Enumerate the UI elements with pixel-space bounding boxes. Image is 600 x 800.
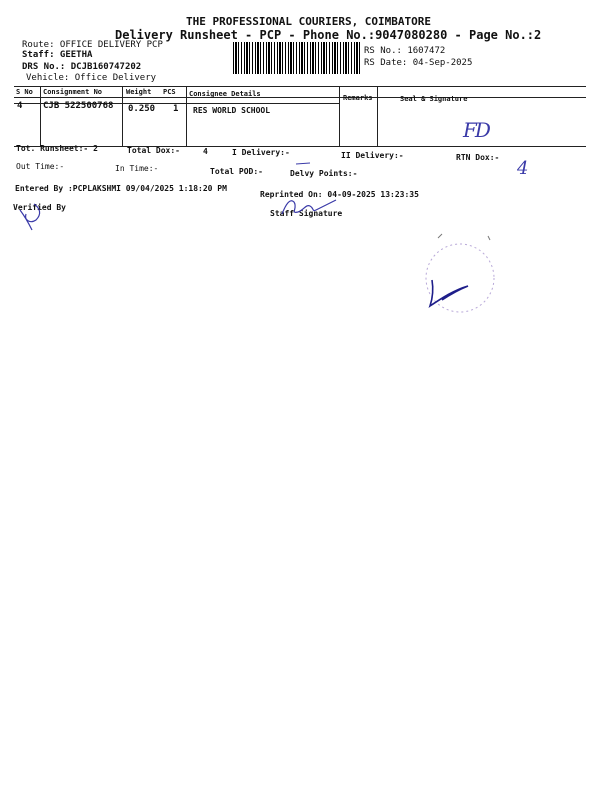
- route-label: Route: OFFICE DELIVERY PCP: [22, 40, 163, 50]
- vehicle-label: Vehicle: Office Delivery: [26, 73, 157, 83]
- row-consignee: RES WORLD SCHOOL: [193, 106, 271, 115]
- staff-label: Staff: GEETHA: [22, 50, 93, 60]
- company-name: THE PROFESSIONAL COURIERS, COIMBATORE: [186, 15, 432, 28]
- delvy-points: Delvy Points:-: [290, 169, 358, 178]
- rs-date: RS Date: 04-Sep-2025: [364, 58, 473, 68]
- staff-signature-mark: [272, 194, 342, 218]
- handwritten-rtn: 4: [517, 158, 529, 179]
- out-time: Out Time:-: [16, 162, 65, 171]
- row-consignment-no: CJB 522500768: [43, 101, 114, 111]
- col-consignee-details: Consignee Details: [189, 90, 261, 98]
- col-weight: Weight: [126, 88, 152, 96]
- total-dox-value: 4: [203, 147, 208, 156]
- row-pcs: 1: [173, 104, 179, 114]
- row-weight: 0.250: [128, 104, 156, 114]
- reprinted-on: Reprinted On: 04-09-2025 13:23:35: [260, 190, 419, 199]
- drs-number: DRS No.: DCJB160747202: [22, 62, 142, 72]
- rs-number: RS No.: 1607472: [364, 46, 446, 56]
- pen-tick-mark: [294, 160, 314, 168]
- col-seal-signature: Seal & Signature: [400, 95, 468, 103]
- total-pod: Total POD:-: [210, 167, 263, 176]
- col-consignment-no: Consignment No: [43, 88, 103, 96]
- verified-by: Verified By: [13, 203, 66, 212]
- entered-by: Entered By :PCPLAKSHMI 09/04/2025 1:18:20 PM: [15, 184, 227, 193]
- handwritten-fd: FD: [463, 118, 489, 142]
- col-sno: S No: [16, 88, 33, 96]
- i-delivery: I Delivery:-: [232, 148, 290, 157]
- col-remarks: Remarks: [343, 94, 373, 102]
- in-time: In Time:-: [115, 164, 159, 173]
- verified-by-signature: [12, 198, 52, 234]
- row-sno: 4: [17, 101, 23, 111]
- rtn-dox: RTN Dox:-: [456, 153, 500, 162]
- barcode-image: [233, 42, 360, 74]
- ii-delivery: II Delivery:-: [341, 151, 404, 160]
- runsheet-title: Delivery Runsheet - PCP - Phone No.:9047080280 - Page No.:2: [115, 28, 542, 42]
- total-dox-label: Total Dox:-: [127, 146, 180, 155]
- receiver-stamp-signature: [412, 230, 502, 320]
- staff-signature-label: Staff Signature: [270, 209, 343, 218]
- tot-runsheet: Tot. Runsheet:- 2: [16, 144, 98, 153]
- col-pcs: PCS: [163, 88, 176, 96]
